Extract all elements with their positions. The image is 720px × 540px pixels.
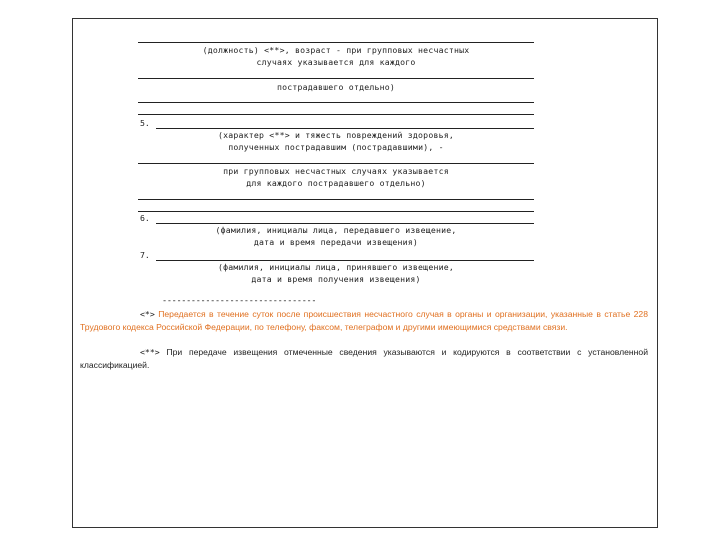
item-5-number: 5. [140, 118, 150, 128]
footnote-2-marker: <**> [140, 347, 160, 357]
item-7-number: 7. [140, 250, 150, 260]
fill-line [138, 211, 534, 212]
footnote-1-marker: <*> [140, 309, 155, 319]
sender-note-line-1: (фамилия, инициалы лица, передавшего извещение, [215, 225, 457, 235]
fill-line [138, 199, 534, 200]
item-6-fill-line [156, 223, 534, 224]
injury-note-line-1: (характер <**> и тяжесть повреждений здоровья, [218, 130, 454, 140]
footnote-separator: -------------------------------- [162, 296, 317, 306]
injury-note-line-3: при групповых несчастных случаях указывается [223, 166, 449, 176]
footnote-2-text: При передаче извещения отмеченные сведения указываются и кодируются в соответствии с установленной классификацией. [80, 347, 648, 370]
document-frame [72, 18, 658, 528]
footnote-1 [80, 308, 648, 333]
fill-line [138, 78, 534, 79]
injury-note-line-2: полученных пострадавшим (пострадавшими), - [228, 142, 444, 152]
item-6-number: 6. [140, 213, 150, 223]
injury-note-line-4: для каждого пострадавшего отдельно) [246, 178, 426, 188]
position-note-line-2: случаях указывается для каждого [256, 57, 416, 67]
receiver-note-line-1: (фамилия, инициалы лица, принявшего извещение, [218, 262, 454, 272]
sender-note-line-2: дата и время передачи извещения) [253, 237, 419, 247]
position-note-line-3: пострадавшего отдельно) [277, 82, 395, 92]
item-7-fill-line [156, 260, 534, 261]
item-5-fill-line [156, 128, 534, 129]
footnote-2 [80, 346, 648, 371]
receiver-note-line-2: дата и время получения извещения) [251, 274, 421, 284]
fill-line [138, 102, 534, 103]
fill-line [138, 163, 534, 164]
footnote-1-text: Передается в течение суток после происшествия несчастного случая в органы и организации, указанные в статье 228 Трудового кодекса Российской Федерации, по телефону, факсом, телеграфом и другими имеющимися средствами связи. [80, 309, 648, 332]
fill-line [138, 42, 534, 43]
fill-line [138, 114, 534, 115]
position-note-line-1: (должность) <**>, возраст - при групповых несчастных [202, 45, 470, 55]
